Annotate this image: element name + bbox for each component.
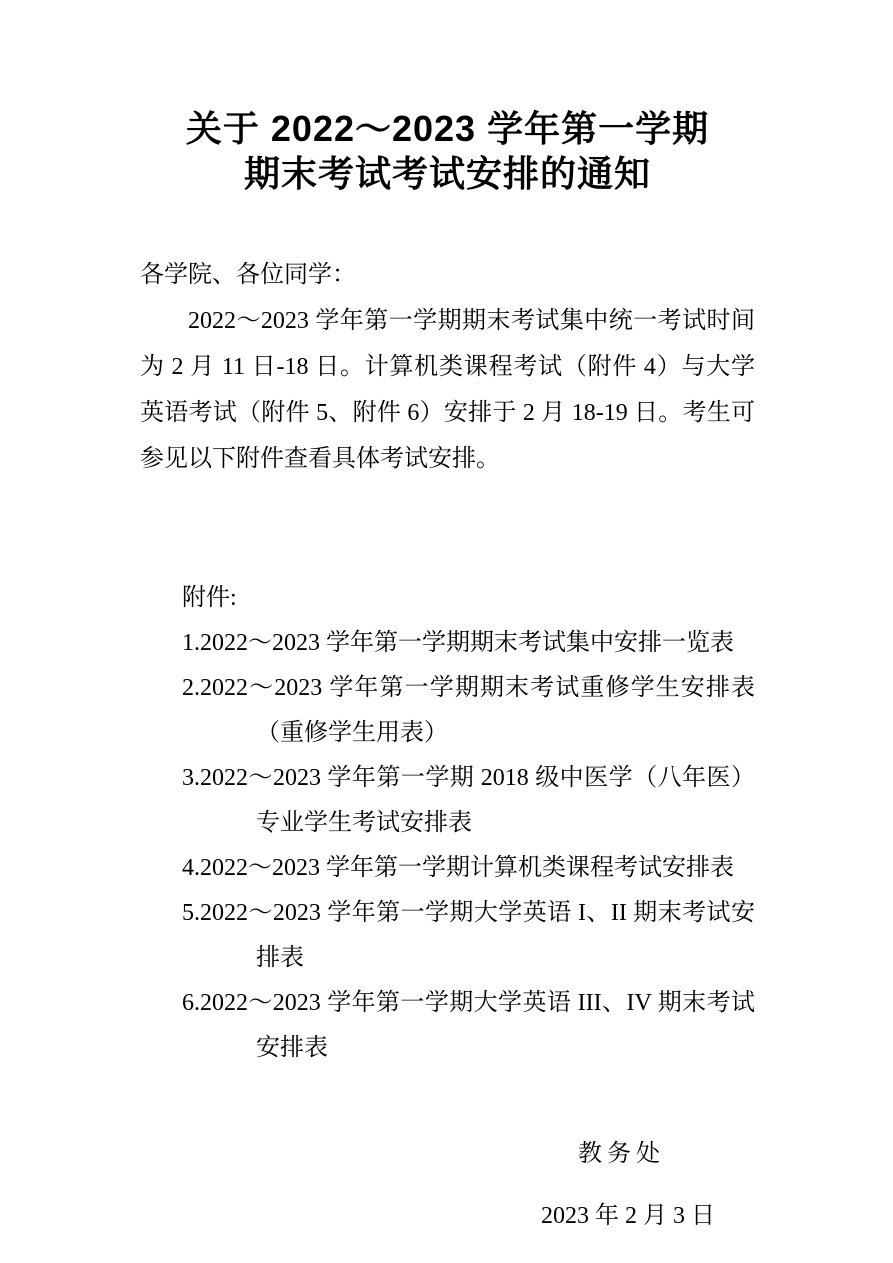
salutation: 各学院、各位同学： — [140, 262, 356, 288]
attachment-item-2: 2.2022～2023 学年第一学期期末考试重修学生安排表（重修学生用表） — [182, 675, 755, 746]
signature-block — [140, 1131, 755, 1239]
attachment-item-4: 4.2022～2023 学年第一学期计算机类课程考试安排表 — [182, 855, 734, 881]
notice-body-paragraph: 2022～2023 学年第一学期期末考试集中统一考试时间为 2 月 11 日-18 日。计算机类课程考试（附件 4）与大学英语考试（附件 5、附件 6）安排于 2 月 18-19 日。考生可参见以下附件查看具体考试安排。 — [140, 308, 755, 472]
issue-date: 2023 年 2 月 3 日 — [541, 1203, 715, 1229]
attachment-item-6: 6.2022～2023 学年第一学期大学英语 III、IV 期末考试安排表 — [182, 990, 755, 1061]
notice-title — [140, 106, 755, 196]
notice-title-line1: 关于 2022～2023 学年第一学期 — [185, 108, 710, 149]
attachments-label: 附件: — [182, 585, 237, 611]
attachments-list — [140, 621, 755, 1071]
notice-title-line2: 期末考试考试安排的通知 — [243, 153, 651, 194]
issuing-department: 教务处 — [578, 1141, 665, 1167]
attachment-item-5: 5.2022～2023 学年第一学期大学英语 I、II 期末考试安排表 — [182, 900, 755, 971]
attachment-item-1: 1.2022～2023 学年第一学期期末考试集中安排一览表 — [182, 630, 734, 656]
attachments-section — [140, 576, 755, 1071]
attachment-item-3: 3.2022～2023 学年第一学期 2018 级中医学（八年医）专业学生考试安排表 — [182, 765, 755, 836]
